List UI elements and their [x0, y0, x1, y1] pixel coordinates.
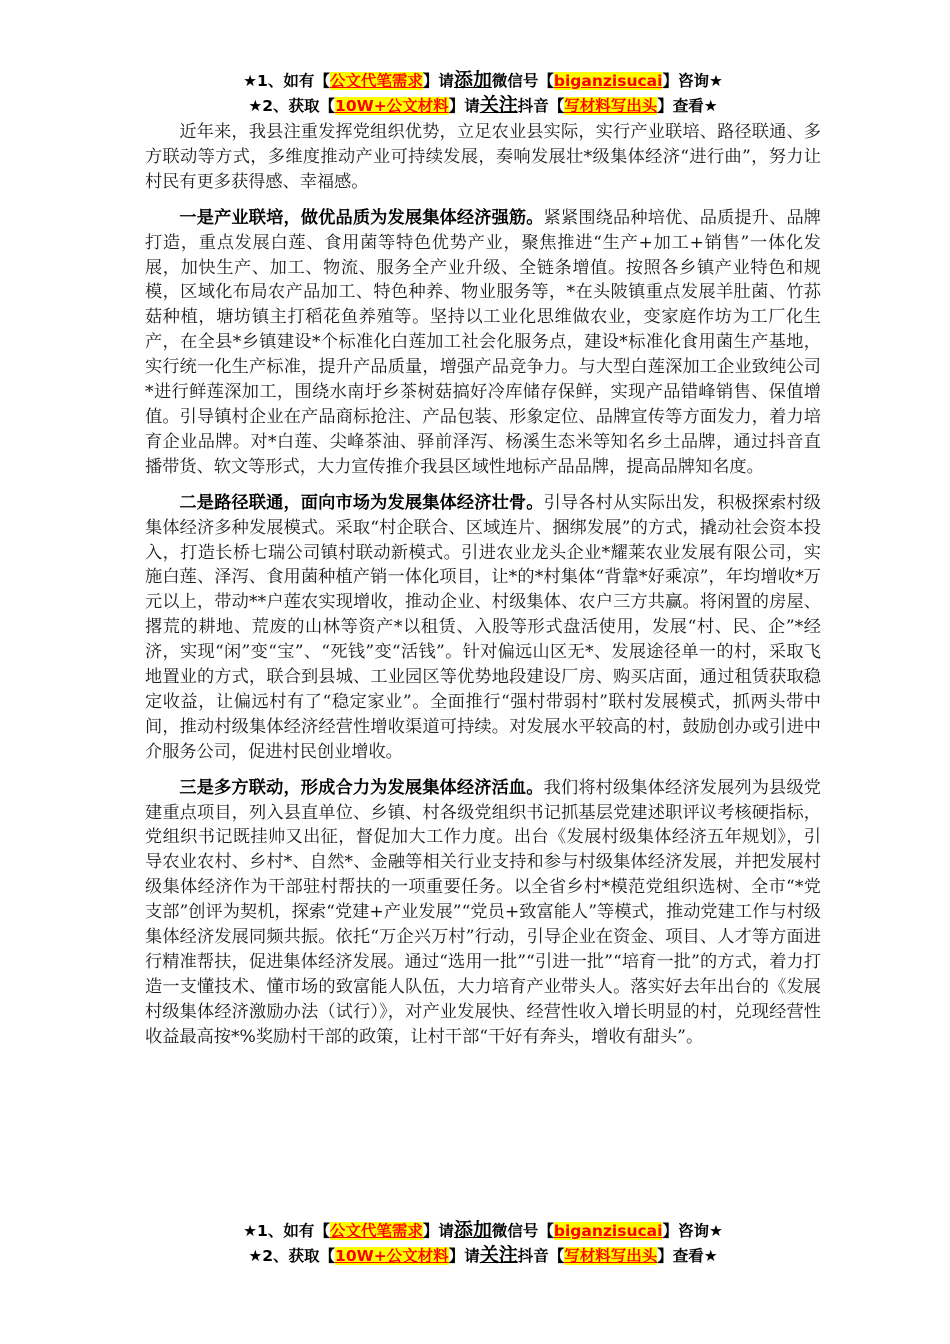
promo-emphasis: 关注 — [479, 1244, 518, 1266]
promo-text: 】请 — [422, 72, 454, 90]
promo-line-1 — [145, 1218, 821, 1243]
promo-text: ★2、获取【 — [248, 1247, 336, 1265]
promo-highlight: 10W+公文材料 — [335, 1247, 449, 1265]
promo-text: 】请 — [422, 1222, 454, 1240]
promo-text: 】查看★ — [657, 97, 718, 115]
promo-line-2 — [145, 93, 821, 118]
article-body — [145, 120, 821, 1061]
promo-footer — [145, 1218, 821, 1268]
promo-text: 】请 — [448, 97, 480, 115]
promo-text: 微信号【 — [491, 72, 554, 90]
promo-highlight: 写材料写出头 — [564, 1247, 658, 1265]
promo-highlight: 公文代笔需求 — [329, 72, 423, 90]
promo-text: 】咨询★ — [662, 72, 723, 90]
promo-highlight: 公文代笔需求 — [329, 1222, 423, 1240]
promo-highlight: 10W+公文材料 — [335, 97, 449, 115]
promo-text: ★1、如有【 — [243, 1222, 330, 1240]
promo-text: 】查看★ — [657, 1247, 718, 1265]
promo-text: 】咨询★ — [662, 1222, 723, 1240]
promo-highlight: biganzisucai — [553, 72, 663, 90]
paragraph-1-text: 紧紧围绕品种培优、品质提升、品牌打造，重点发展白莲、食用菌等特色优势产业，聚焦推进“生产+加工+销售”一体化发展，加快生产、加工、物流、服务全产业升级、全链条增值。按照各乡镇产业特色和规模，区域化布局农产品加工、特色种养、物业服务等，*在头陂镇重点发展羊肚菌、竹荪菇种植，塘坊镇主打稻花鱼养殖等。坚持以工业化思维做农业，变家庭作坊为工厂化生产，在全县*乡镇建设*个标准化白莲加工社会化服务点，建设*标准化食用菌生产基地，实行统一化生产标准，提升产品质量，增强产品竞争力。与大型白莲深加工企业致纯公司*进行鲜莲深加工，围绕水南圩乡茶树菇搞好冷库储存保鲜，实现产品错峰销售、保值增值。引导镇村企业在产品商标抢注、产品包装、形象定位、品牌宣传等方面发力，着力培育企业品牌。对*白莲、尖峰茶油、驿前泽泻、杨溪生态米等知名乡土品牌，通过抖音直播带货、软文等形式，大力宣传推介我县区域性地标产品品牌，提高品牌知名度。 — [145, 207, 821, 477]
promo-emphasis: 添加 — [453, 69, 492, 91]
promo-emphasis: 添加 — [453, 1219, 492, 1241]
paragraph-2-heading: 二是路径联通，面向市场为发展集体经济壮骨。 — [179, 492, 544, 513]
promo-highlight: 写材料写出头 — [564, 97, 658, 115]
promo-text: 微信号【 — [491, 1222, 554, 1240]
paragraph-3-heading: 三是多方联动，形成合力为发展集体经济活血。 — [179, 777, 544, 798]
intro-paragraph: 近年来，我县注重发挥党组织优势，立足农业县实际，实行产业联培、路径联通、多方联动等方式，多维度推动产业可持续发展，奏响发展壮*级集体经济“进行曲”，努力让村民有更多获得感、幸福感。 — [145, 122, 821, 192]
promo-line-2 — [145, 1243, 821, 1268]
paragraph-1-heading: 一是产业联培，做优品质为发展集体经济强筋。 — [179, 207, 544, 228]
promo-line-1 — [145, 68, 821, 93]
paragraph-2-text: 引导各村从实际出发，积极探索村级集体经济多种发展模式。采取“村企联合、区域连片、捆绑发展”的方式，撬动社会资本投入，打造长桥七瑞公司镇村联动新模式。引进农业龙头企业*耀莱农业发展有限公司，实施白莲、泽泻、食用菌种植产销一体化项目，让*的*村集体“背靠*好乘凉”，年均增收*万元以上，带动**户莲农实现增收，推动企业、村级集体、农户三方共赢。将闲置的房屋、撂荒的耕地、荒废的山林等资产*以租赁、入股等形式盘活使用，发展“村、民、企”*经济，实现“闲”变“宝”、“死钱”变“活钱”。针对偏远山区无*、发展途径单一的村，采取飞地置业的方式，联合到县城、工业园区等优势地段建设厂房、购买店面，通过租赁获取稳定收益，让偏远村有了“稳定家业”。全面推行“强村带弱村”联村发展模式，抓两头带中间，推动村级集体经济经营性增收渠道可持续。对发展水平较高的村，鼓励创办或引进中介服务公司，促进村民创业增收。 — [145, 492, 821, 762]
promo-emphasis: 关注 — [479, 94, 518, 116]
promo-text: 】请 — [448, 1247, 480, 1265]
promo-text: ★1、如有【 — [243, 72, 330, 90]
paragraph-3 — [145, 776, 821, 1050]
paragraph-3-text: 我们将村级集体经济发展列为县级党建重点项目，列入县直单位、乡镇、村各级党组织书记抓基层党建述职评议考核硬指标，党组织书记既挂帅又出征，督促加大工作力度。出台《发展村级集体经济五年规划》，引导农业农村、乡村*、自然*、金融等相关行业支持和参与村级集体经济发展，并把发展村级集体经济作为干部驻村帮扶的一项重要任务。以全省乡村*模范党组织选树、全市“*党支部”创评为契机，探索“党建+产业发展”“党员+致富能人”等模式，推动党建工作与村级集体经济发展同频共振。依托“万企兴万村”行动，引导企业在资金、项目、人才等方面进行精准帮扶，促进集体经济发展。通过“选用一批”“引进一批”“培育一批”的方式，着力打造一支懂技术、懂市场的致富能人队伍，大力培育产业带头人。落实好去年出台的《发展村级集体经济激励办法（试行）》，对产业发展快、经营性收入增长明显的村，兑现经营性收益最高按*%奖励村干部的政策，让村干部“干好有奔头，增收有甜头”。 — [145, 777, 821, 1047]
promo-header — [145, 68, 821, 118]
promo-text: 抖音【 — [517, 1247, 565, 1265]
promo-text: ★2、获取【 — [248, 97, 336, 115]
paragraph-2 — [145, 491, 821, 765]
promo-highlight: biganzisucai — [553, 1222, 663, 1240]
promo-text: 抖音【 — [517, 97, 565, 115]
paragraph-1 — [145, 206, 821, 480]
